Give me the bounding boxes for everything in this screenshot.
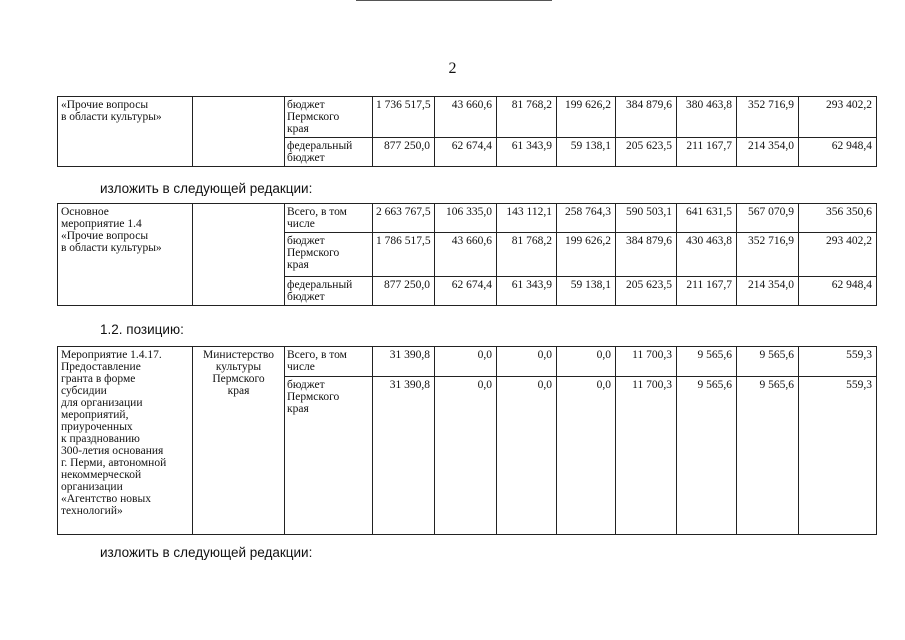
section-heading: 1.2. позицию: [100, 322, 184, 337]
funding-source: федеральный бюджет [285, 138, 373, 167]
amount-cell: 81 768,2 [497, 97, 557, 138]
amount-cell: 59 138,1 [557, 277, 616, 306]
funding-source: бюджет Пермского края [285, 377, 373, 535]
amount-cell: 9 565,6 [737, 377, 799, 535]
funding-source: Всего, в том числе [285, 347, 373, 377]
amount-cell: 0,0 [497, 377, 557, 535]
executor-cell [193, 204, 285, 306]
amount-cell: 62 948,4 [799, 277, 877, 306]
amount-cell: 43 660,6 [435, 233, 497, 277]
amount-cell: 81 768,2 [497, 233, 557, 277]
amount-cell: 214 354,0 [737, 138, 799, 167]
amount-cell: 384 879,6 [616, 97, 677, 138]
amount-cell: 0,0 [557, 377, 616, 535]
amount-cell: 11 700,3 [616, 347, 677, 377]
page-number: 2 [448, 60, 457, 77]
amount-cell: 205 623,5 [616, 138, 677, 167]
executor-cell: Министерство культуры Пермского края [193, 347, 285, 535]
funding-source: федеральный бюджет [285, 277, 373, 306]
amount-cell: 205 623,5 [616, 277, 677, 306]
amount-cell: 9 565,6 [677, 377, 737, 535]
amount-cell: 9 565,6 [677, 347, 737, 377]
amount-cell: 430 463,8 [677, 233, 737, 277]
amount-cell: 11 700,3 [616, 377, 677, 535]
amount-cell: 0,0 [497, 347, 557, 377]
funding-source: Всего, в том числе [285, 204, 373, 233]
funding-source: бюджет Пермского края [285, 233, 373, 277]
amount-cell: 559,3 [799, 377, 877, 535]
amount-cell: 877 250,0 [373, 138, 435, 167]
amount-cell: 199 626,2 [557, 233, 616, 277]
amount-cell: 1 786 517,5 [373, 233, 435, 277]
amount-cell: 567 070,9 [737, 204, 799, 233]
amount-cell: 0,0 [557, 347, 616, 377]
amount-cell: 143 112,1 [497, 204, 557, 233]
amount-cell: 59 138,1 [557, 138, 616, 167]
table-row [58, 347, 877, 377]
activity-title: Мероприятие 1.4.17. Предоставление гранта в форме субсидии для организации мероприятий, приуроченных к празднованию 300-летия основания г. Перми, автономной некоммерческой организации «Агентство новых технологий» [58, 347, 193, 535]
amount-cell: 211 167,7 [677, 138, 737, 167]
budget-table-new [57, 203, 877, 306]
amount-cell: 356 350,6 [799, 204, 877, 233]
amount-cell: 211 167,7 [677, 277, 737, 306]
amount-cell: 352 716,9 [737, 233, 799, 277]
amount-cell: 106 335,0 [435, 204, 497, 233]
amount-cell: 43 660,6 [435, 97, 497, 138]
amount-cell: 31 390,8 [373, 347, 435, 377]
amount-cell: 214 354,0 [737, 277, 799, 306]
amount-cell: 352 716,9 [737, 97, 799, 138]
amount-cell: 62 674,4 [435, 277, 497, 306]
amount-cell: 559,3 [799, 347, 877, 377]
instruction-text: изложить в следующей редакции: [100, 545, 313, 560]
activity-title: «Прочие вопросы в области культуры» [58, 97, 193, 167]
amount-cell: 31 390,8 [373, 377, 435, 535]
top-rule [356, 0, 552, 1]
amount-cell: 258 764,3 [557, 204, 616, 233]
amount-cell: 61 343,9 [497, 277, 557, 306]
amount-cell: 641 631,5 [677, 204, 737, 233]
amount-cell: 1 736 517,5 [373, 97, 435, 138]
amount-cell: 590 503,1 [616, 204, 677, 233]
executor-cell [193, 97, 285, 167]
activity-title: Основное мероприятие 1.4 «Прочие вопросы в области культуры» [58, 204, 193, 306]
budget-table-old [57, 96, 877, 167]
amount-cell: 199 626,2 [557, 97, 616, 138]
table-row [58, 204, 877, 233]
funding-source: бюджет Пермского края [285, 97, 373, 138]
budget-table-event [57, 346, 877, 535]
amount-cell: 384 879,6 [616, 233, 677, 277]
amount-cell: 380 463,8 [677, 97, 737, 138]
amount-cell: 62 674,4 [435, 138, 497, 167]
amount-cell: 0,0 [435, 347, 497, 377]
amount-cell: 877 250,0 [373, 277, 435, 306]
amount-cell: 293 402,2 [799, 233, 877, 277]
amount-cell: 61 343,9 [497, 138, 557, 167]
amount-cell: 62 948,4 [799, 138, 877, 167]
amount-cell: 293 402,2 [799, 97, 877, 138]
table-row [58, 97, 877, 138]
amount-cell: 2 663 767,5 [373, 204, 435, 233]
amount-cell: 0,0 [435, 377, 497, 535]
amount-cell: 9 565,6 [737, 347, 799, 377]
instruction-text: изложить в следующей редакции: [100, 181, 313, 196]
